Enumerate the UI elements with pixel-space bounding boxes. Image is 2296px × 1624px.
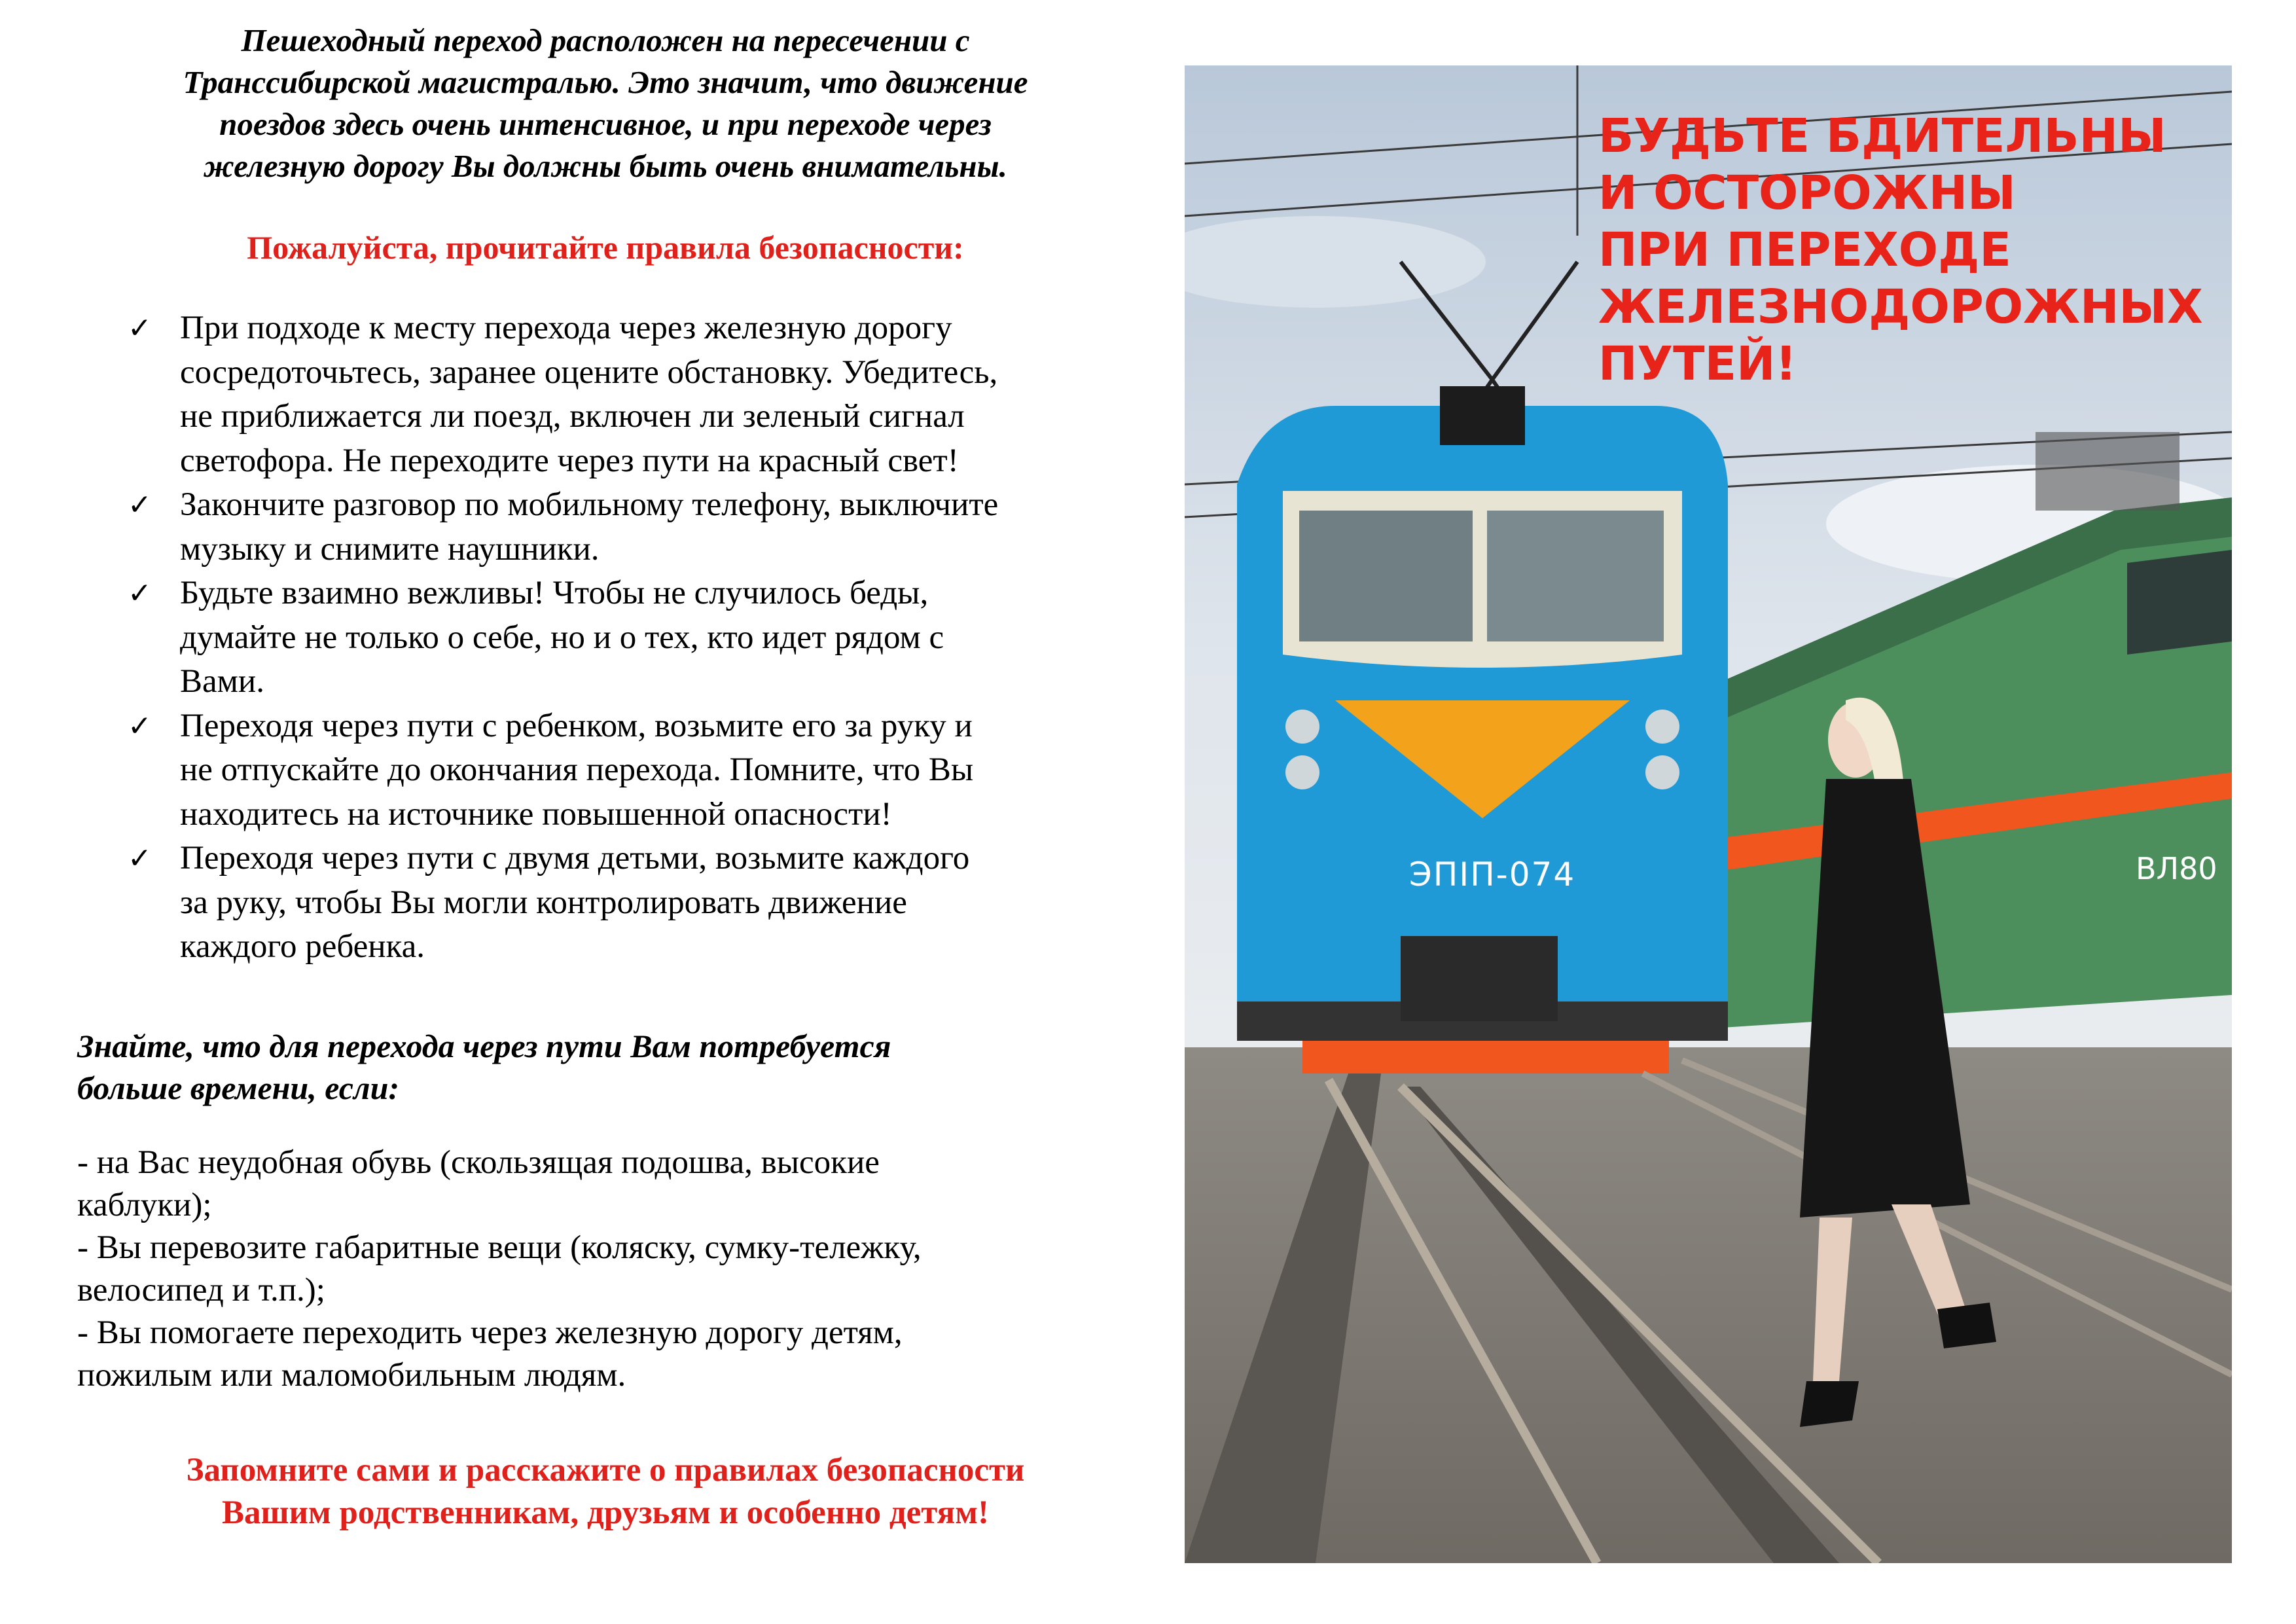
condition-line [77, 1184, 1139, 1227]
blue-locomotive [1237, 386, 1728, 1074]
rule-item [128, 571, 1139, 704]
rule-item [128, 704, 1139, 837]
warning-line: И ОСТОРОЖНЫ [1598, 166, 2016, 220]
rule-line: При подходе к месту перехода через железную дорогу [180, 310, 952, 346]
condition-line [77, 1312, 1139, 1354]
condition-line [77, 1227, 1139, 1269]
rule-item [128, 483, 1139, 571]
rule-line: за руку, чтобы Вы могли контролировать движение [180, 884, 907, 921]
rule-line: сосредоточьтесь, заранее оцените обстановку. Убедитесь, [180, 353, 998, 391]
warning-line: БУДЬТЕ БДИТЕЛЬНЫ [1598, 109, 2166, 163]
condition-text: велосипед и т.п.); [77, 1271, 325, 1308]
warning-line: ПРИ ПЕРЕХОДЕ [1598, 223, 2011, 277]
extra-time-heading [77, 1025, 1139, 1109]
checkmark-icon: ✓ [128, 488, 152, 522]
checkmark-icon: ✓ [128, 709, 152, 743]
rule-line: Переходя через пути с ребенком, возьмите его за руку и [180, 707, 973, 744]
rule-line: не приближается ли поезд, включен ли зеленый сигнал [180, 398, 965, 435]
closing-line: Запомните сами и расскажите о правилах безопасности [186, 1451, 1025, 1489]
conditions-list [77, 1142, 1139, 1397]
warning-headline [1598, 107, 2214, 392]
rule-line: светофора. Не переходите через пути на красный свет! [180, 442, 959, 479]
extra-time-line: Знайте, что для перехода через пути Вам потребуется [77, 1027, 891, 1064]
second-locomotive-label: ВЛ80 [2136, 851, 2217, 886]
intro-line: поездов здесь очень интенсивное, и при переходе через [219, 106, 992, 142]
warning-line: ПУТЕЙ! [1598, 336, 1797, 391]
rule-line: Будьте взаимно вежливы! Чтобы не случилось беды, [180, 575, 929, 611]
condition-line [77, 1354, 1139, 1397]
rule-item [128, 306, 1139, 483]
rule-line: думайте не только о себе, но и о тех, кто идет рядом с [180, 619, 944, 656]
locomotive-number: ЭПIП-074 [1408, 856, 1576, 893]
rule-item [128, 837, 1139, 969]
rule-line: не отпускайте до окончания перехода. Помните, что Вы [180, 751, 974, 788]
checkmark-icon: ✓ [128, 312, 152, 345]
rule-line: музыку и снимите наушники. [180, 530, 600, 568]
closing-appeal [72, 1449, 1139, 1534]
rules-list [72, 306, 1139, 969]
rules-heading: Пожалуйста, прочитайте правила безопасности: [247, 229, 964, 266]
rule-line: каждого ребенка. [180, 928, 425, 965]
condition-text: - Вы помогаете переходить через железную дорогу детям, [77, 1314, 903, 1351]
checkmark-icon: ✓ [128, 842, 152, 875]
extra-time-line: больше времени, если: [77, 1069, 400, 1106]
condition-line [77, 1269, 1139, 1312]
condition-line [77, 1142, 1139, 1184]
intro-line: Пешеходный переход расположен на пересечении с [241, 22, 970, 58]
condition-text: - на Вас неудобная обувь (скользящая подошва, высокие [77, 1144, 880, 1181]
closing-line: Вашим родственникам, друзьям и особенно детям! [222, 1494, 989, 1531]
railway-safety-photo [1185, 65, 2232, 1563]
condition-text: каблуки); [77, 1186, 212, 1223]
intro-line: железную дорогу Вы должны быть очень внимательны. [204, 148, 1007, 184]
intro-paragraph [72, 20, 1139, 187]
condition-text: пожилым или маломобильным людям. [77, 1356, 626, 1394]
condition-text: - Вы перевозите габаритные вещи (коляску, сумку-тележку, [77, 1229, 922, 1266]
rule-line: Закончите разговор по мобильному телефону, выключите [180, 486, 999, 523]
rule-line: Переходя через пути с двумя детьми, возьмите каждого [180, 840, 970, 876]
checkmark-icon: ✓ [128, 577, 152, 610]
warning-line: ЖЕЛЕЗНОДОРОЖНЫХ [1598, 280, 2203, 334]
intro-line: Транссибирской магистралью. Это значит, что движение [183, 64, 1028, 100]
rule-line: Вами. [180, 663, 264, 700]
rule-line: находитесь на источнике повышенной опасности! [180, 795, 892, 833]
safety-text-column [72, 20, 1139, 1534]
